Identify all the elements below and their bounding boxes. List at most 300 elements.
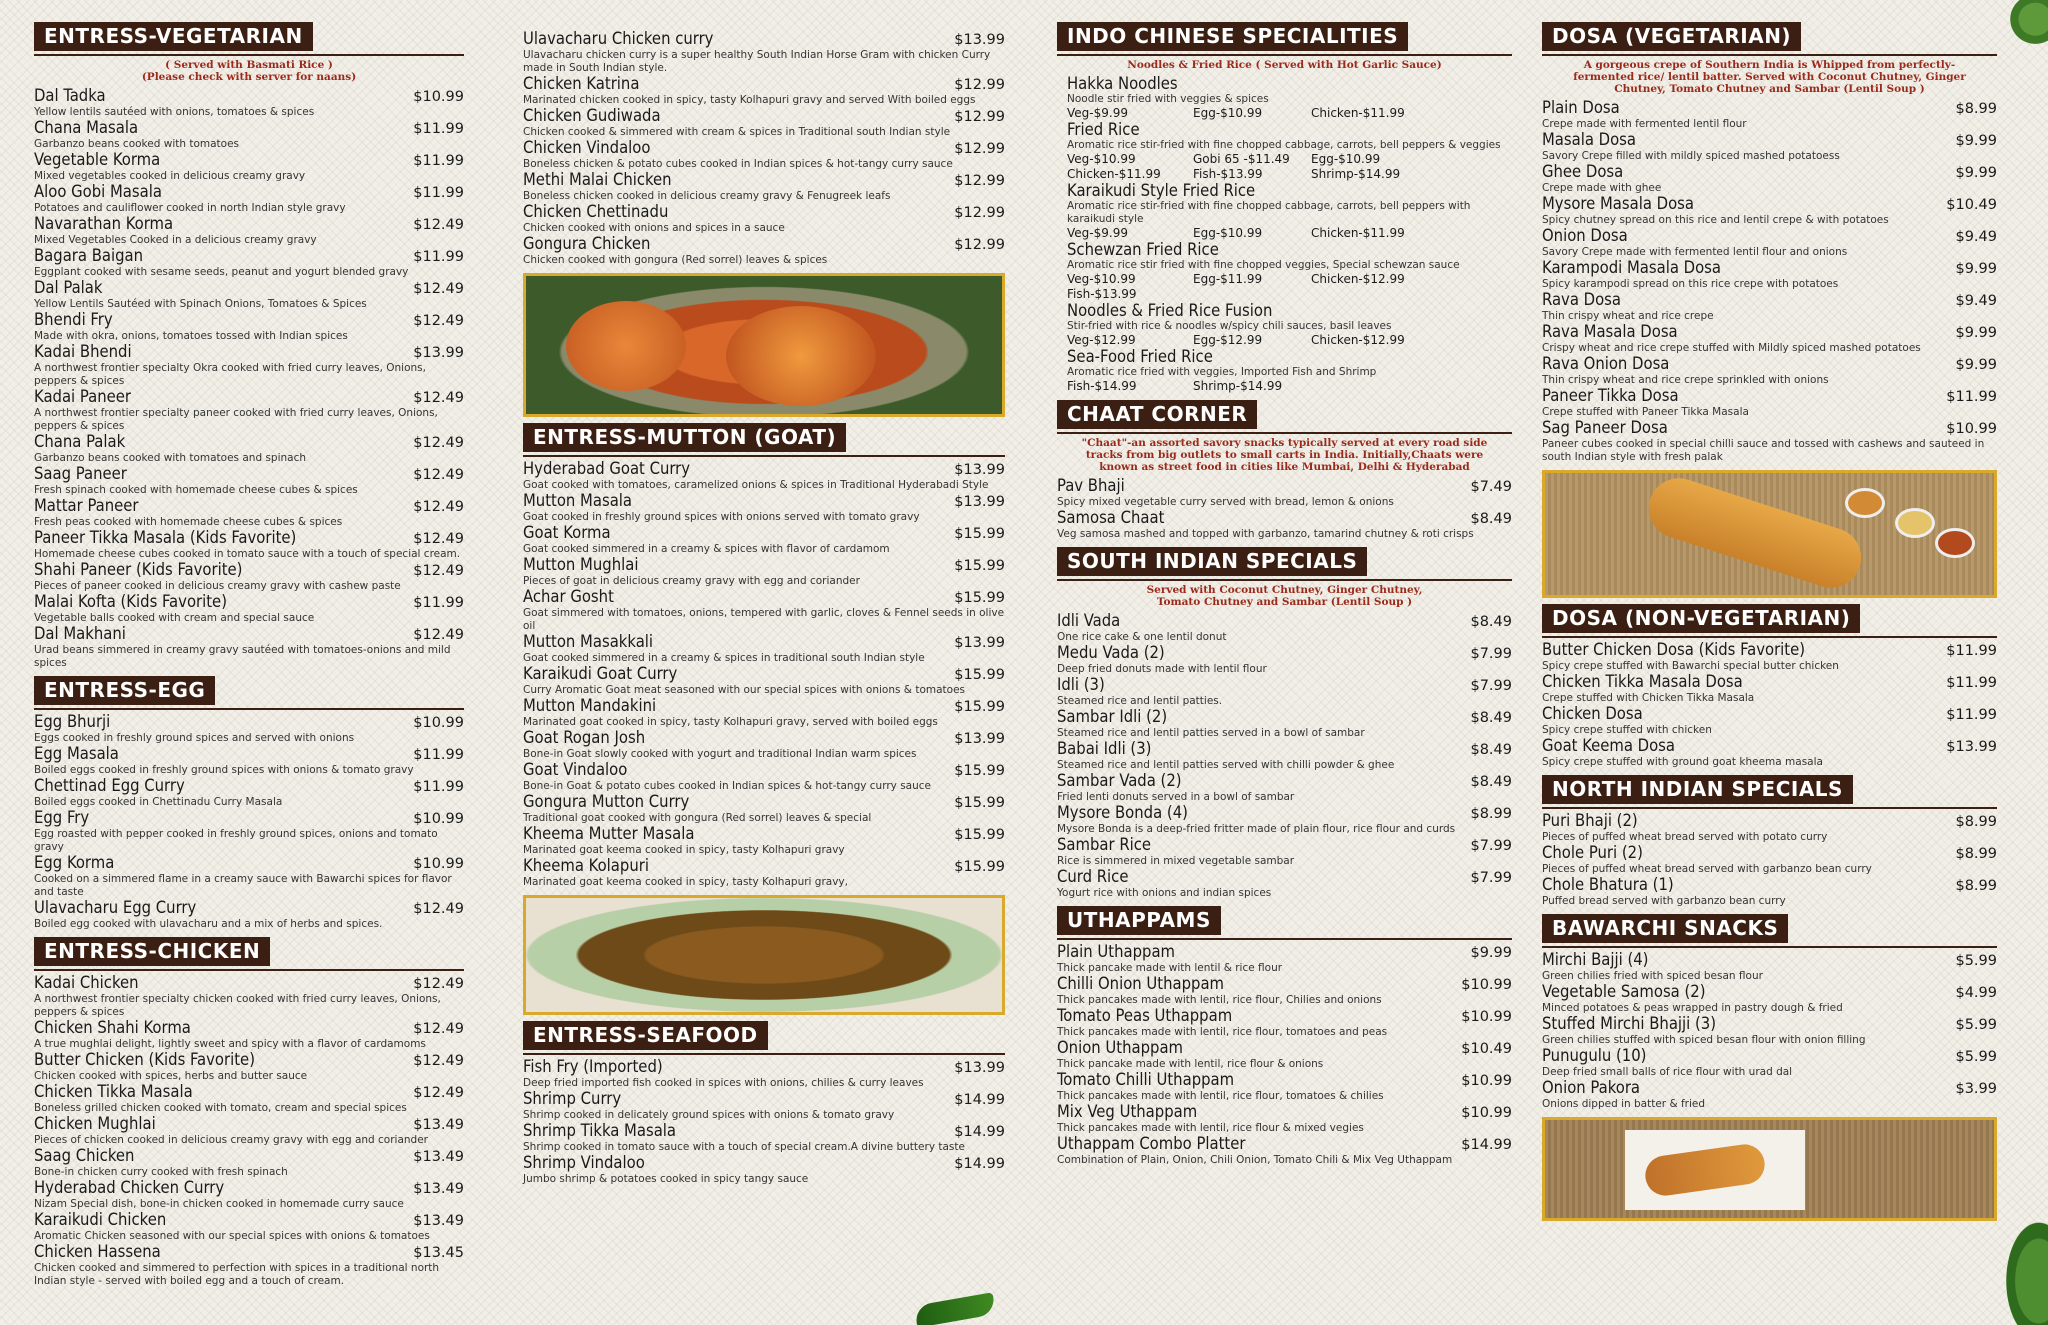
item-price: $7.99 [1470,870,1512,886]
menu-item-ulavacharu-chicken-curry [523,30,1005,75]
menu-item-fried-rice [1067,121,1512,182]
item-name: Vegetable Samosa (2) [1542,982,1706,1001]
item-description: Mixed Vegetables Cooked in a delicious creamy gravy [34,234,317,246]
item-price: $12.99 [954,77,1005,93]
item-price: $12.99 [954,141,1005,157]
item-name: Plain Uthappam [1057,942,1176,961]
menu-item-row [1542,812,1997,831]
menu-item-achar-gosht [523,588,1005,633]
item-price: $11.99 [413,121,464,137]
menu-item-goat-vindaloo [523,761,1005,793]
menu-item-row [34,311,464,330]
item-name: Mutton Mughlai [523,555,639,574]
menu-item-row [523,107,1005,126]
item-name: Babai Idli (3) [1057,739,1152,758]
item-description: Steamed rice and lentil patties served with chilli powder & ghee [1057,759,1395,771]
item-price: $10.99 [413,856,464,872]
item-description: Fresh peas cooked with homemade cheese cubes & spices [34,516,343,528]
item-description: Yogurt rice with onions and indian spices [1057,887,1272,899]
menu-item-row [1057,975,1512,994]
menu-item-row [34,279,464,298]
item-name: Chicken Tikka Masala Dosa [1542,672,1743,691]
section-mutton [523,423,1005,889]
menu-item-dal-makhani [34,625,464,670]
menu-item-row [1542,1047,1997,1066]
item-price: $10.99 [1461,1073,1512,1089]
menu-item-aloo-gobi-masala [34,183,464,215]
item-name: Karaikudi Style Fried Rice [1067,181,1256,200]
menu-item-row [34,1179,464,1198]
section-seafood [523,1021,1005,1186]
item-list [1542,951,1997,1111]
section-title: ENTRESS-MUTTON (GOAT) [523,423,846,452]
item-description: Yellow Lentils Sautéed with Spinach Onions, Tomatoes & Spices [34,298,367,310]
item-name: Plain Dosa [1542,98,1620,117]
item-description: Crepe made with ghee [1542,182,1662,194]
menu-item-row [523,761,1005,780]
menu-item-row [1057,708,1512,727]
section-dosa-veg [1542,22,1997,464]
item-price: $8.99 [1955,878,1997,894]
variant-price: Veg-$12.99 [1067,333,1136,347]
item-name: Sambar Vada (2) [1057,771,1182,790]
variant-price: Chicken-$11.99 [1311,106,1405,120]
item-description: Fried lenti donuts served in a bowl of sambar [1057,791,1295,803]
menu-item-row [34,1019,464,1038]
menu-item-row [1542,737,1997,756]
item-description: Ulavacharu chicken curry is a super healthy South Indian Horse Gram with chicken Curry made in South Indian style. [523,49,991,74]
food-photo-goat [523,895,1005,1015]
item-description: Bone-in Goat slowly cooked with yogurt and traditional Indian warm spices [523,748,917,760]
item-description: Noodle stir fried with veggies & spices [1067,93,1269,105]
variant-price: Veg-$10.99 [1067,272,1136,286]
item-description: Green chilies fried with spiced besan flour [1542,970,1763,982]
menu-item-masala-dosa [1542,131,1997,163]
variant-price: Chicken-$11.99 [1311,226,1405,240]
menu-item-mutton-masala [523,492,1005,524]
menu-item-hyderabad-goat-curry [523,460,1005,492]
item-description: Boiled eggs cooked in Chettinadu Curry Masala [34,796,283,808]
item-description: Steamed rice and lentil patties served in a bowl of sambar [1057,727,1365,739]
item-price: $15.99 [954,667,1005,683]
menu-item-chicken-tikka-masala [34,1083,464,1115]
column-3 [1057,22,1512,1173]
item-price: $9.49 [1955,229,1997,245]
item-name: Medu Vada (2) [1057,643,1165,662]
item-description: Aromatic Chicken seasoned with our special spices with onions & tomatoes [34,1230,430,1242]
item-price: $8.99 [1955,846,1997,862]
variant-price: Egg-$10.99 [1311,152,1381,166]
item-price: $8.49 [1470,710,1512,726]
menu-item-chicken-tikka-masala-dosa [1542,673,1997,705]
section-uthappams [1057,906,1512,1167]
section-rule [34,54,464,56]
menu-item-row [1542,195,1997,214]
item-name: Chana Masala [34,118,139,137]
item-name: Rava Dosa [1542,290,1621,309]
item-description: Savory Crepe made with fermented lentil flour and onions [1542,246,1848,258]
menu-item-chole-puri-2 [1542,844,1997,876]
item-description: Combination of Plain, Onion, Chili Onion, Tomato Chili & Mix Veg Uthappam [1057,1154,1453,1166]
item-description: Stir-fried with rice & noodles w/spicy chili sauces, basil leaves [1067,320,1392,332]
menu-item-row [1542,227,1997,246]
item-price: $12.49 [413,435,464,451]
menu-item-idli-vada [1057,612,1512,644]
food-photo-dosa [1542,470,1997,598]
menu-item-dal-tadka [34,87,464,119]
item-price: $11.99 [413,153,464,169]
item-description: Made with okra, onions, tomatoes tossed with Indian spices [34,330,348,342]
variant-price: Veg-$9.99 [1067,226,1128,240]
item-name: Tomato Peas Uthappam [1057,1006,1233,1025]
section-rule [34,708,464,710]
item-description: Goat cooked simmered in a creamy & spices in traditional south Indian style [523,652,925,664]
leaf-decoration-top-right [2006,0,2048,48]
menu-item-row [523,588,1005,607]
section-rule [1057,579,1512,581]
item-description: Shrimp cooked in delicately ground spices with onions & tomato gravy [523,1109,895,1121]
item-price: $12.49 [413,217,464,233]
item-price: $5.99 [1955,1017,1997,1033]
menu-item-gongura-chicken [523,235,1005,267]
item-price: $11.99 [413,595,464,611]
variant-price-row [1067,152,1512,167]
item-description: Urad beans simmered in creamy gravy sautéed with tomatoes-onions and mild spices [34,644,451,669]
item-name: Dal Makhani [34,624,126,643]
menu-item-row [523,825,1005,844]
variant-price-row [1067,379,1512,394]
menu-item-row [523,1090,1005,1109]
menu-item-row [1057,676,1512,695]
variant-price: Egg-$10.99 [1193,106,1263,120]
menu-item-egg-bhurji [34,713,464,745]
menu-item-row [34,87,464,106]
item-description: Deep fried small balls of rice flour with urad dal [1542,1066,1793,1078]
item-description: Aromatic rice fried with veggies, Imported Fish and Shrimp [1067,366,1377,378]
item-description: Marinated chicken cooked in spicy, tasty Kolhapuri gravy and served With boiled eggs [523,94,976,106]
item-price: $11.99 [413,779,464,795]
menu-item-row [1057,943,1512,962]
item-price: $7.49 [1470,479,1512,495]
menu-item-goat-keema-dosa [1542,737,1997,769]
menu-item-gongura-mutton-curry [523,793,1005,825]
menu-item-egg-fry [34,809,464,854]
menu-item-dal-palak [34,279,464,311]
menu-item-tomato-chilli-uthappam [1057,1071,1512,1103]
variant-price-row [1067,272,1512,287]
item-name: Saag Chicken [34,1146,135,1165]
item-price: $14.99 [1461,1137,1512,1153]
item-name: Karampodi Masala Dosa [1542,258,1721,277]
item-price: $12.49 [413,1085,464,1101]
item-description: Potatoes and cauliflower cooked in north Indian style gravy [34,202,346,214]
menu-item-vegetable-korma [34,151,464,183]
item-name: Chicken Dosa [1542,704,1643,723]
item-name: Chettinad Egg Curry [34,776,185,795]
item-name: Chole Puri (2) [1542,843,1643,862]
item-price: $11.99 [413,249,464,265]
item-description: Yellow lentils sautéed with onions, tomatoes & spices [34,106,315,118]
item-description: Boiled egg cooked with ulavacharu and a mix of herbs and spices. [34,918,383,930]
menu-item-ghee-dosa [1542,163,1997,195]
item-price: $9.99 [1955,261,1997,277]
item-price: $9.49 [1955,293,1997,309]
menu-item-row [34,247,464,266]
item-name: Samosa Chaat [1057,508,1165,527]
menu-item-row [523,1058,1005,1077]
item-name: Ulavacharu Egg Curry [34,898,197,917]
item-price: $8.49 [1470,614,1512,630]
menu-item-paneer-tikka-masala-kids-favorite [34,529,464,561]
item-description: Egg roasted with pepper cooked in freshly ground spices, onions and tomato gravy [34,828,438,853]
item-description: Paneer cubes cooked in special chilli sauce and tossed with cashews and sauteed in south Indian style with fresh palak [1542,438,1985,463]
section-rule [1057,938,1512,940]
item-list [1057,943,1512,1167]
item-description: Bone-in Goat & potato cubes cooked in Indian spices & hot-tangy curry sauce [523,780,932,792]
item-name: Fried Rice [1067,120,1140,139]
item-description: Pieces of goat in delicious creamy gravy with egg and coriander [523,575,860,587]
item-price: $15.99 [954,795,1005,811]
menu-item-plain-uthappam [1057,943,1512,975]
item-price: $12.99 [954,205,1005,221]
variant-price: Veg-$9.99 [1067,106,1128,120]
item-name: Punugulu (10) [1542,1046,1647,1065]
menu-item-uthappam-combo-platter [1057,1135,1512,1167]
item-description: Aromatic rice stir fried with fine chopped veggies, Special schewzan sauce [1067,259,1460,271]
menu-item-chicken-vindaloo [523,139,1005,171]
menu-item-row [1057,1071,1512,1090]
item-name: Curd Rice [1057,867,1129,886]
item-description: A northwest frontier specialty paneer cooked with fried curry leaves, Onions, peppers & spices [34,407,438,432]
menu-item-punugulu-10 [1542,1047,1997,1079]
section-title: DOSA (VEGETARIAN) [1542,22,1801,51]
menu-item-row [34,1147,464,1166]
menu-item-curd-rice [1057,868,1512,900]
menu-item-stuffed-mirchi-bhajji-3 [1542,1015,1997,1047]
item-description: Boneless chicken cooked in delicious creamy gravy & Fenugreek leafs [523,190,891,202]
item-name: Uthappam Combo Platter [1057,1134,1246,1153]
item-name: Onion Uthappam [1057,1038,1184,1057]
item-name: Sambar Idli (2) [1057,707,1168,726]
item-description: Thick pancakes made with lentil, rice flour, tomatoes and peas [1057,1026,1388,1038]
item-price: $10.99 [1461,977,1512,993]
item-price: $11.99 [413,747,464,763]
menu-item-methi-malai-chicken [523,171,1005,203]
menu-item-row [1057,740,1512,759]
menu-item-row [1057,868,1512,887]
item-description: Fresh spinach cooked with homemade cheese cubes & spices [34,484,358,496]
menu-item-chicken-chettinadu [523,203,1005,235]
item-price: $15.99 [954,590,1005,606]
section-title: NORTH INDIAN SPECIALS [1542,775,1853,804]
section-rule [1542,636,1997,638]
menu-item-karaikudi-chicken [34,1211,464,1243]
menu-item-row [523,729,1005,748]
item-description: Crepe stuffed with Paneer Tikka Masala [1542,406,1749,418]
menu-item-row [523,75,1005,94]
menu-item-row [1542,1015,1997,1034]
item-description: Aromatic rice stir-fried with fine chopped cabbage, carrots, bell peppers with karaikudi style [1067,200,1471,225]
item-list [523,30,1005,267]
menu-item-rava-masala-dosa [1542,323,1997,355]
item-price: $13.99 [954,32,1005,48]
item-description: Shrimp cooked in tomato sauce with a touch of special cream.A divine buttery taste [523,1141,965,1153]
item-price: $12.49 [413,901,464,917]
menu-item-row [34,1211,464,1230]
item-name: Chicken Mughlai [34,1114,156,1133]
menu-item-row [523,30,1005,49]
menu-item-row [1542,419,1997,438]
menu-item-chicken-shahi-korma [34,1019,464,1051]
item-price: $14.99 [954,1092,1005,1108]
item-description: Thick pancake made with lentil, rice flour & onions [1057,1058,1324,1070]
menu-item-kheema-mutter-masala [523,825,1005,857]
menu-item-butter-chicken-dosa-kids-favorite [1542,641,1997,673]
item-name: Goat Keema Dosa [1542,736,1676,755]
item-name: Shrimp Vindaloo [523,1153,645,1172]
item-name: Kadai Bhendi [34,342,132,361]
menu-item-row [523,793,1005,812]
item-price: $9.99 [1955,165,1997,181]
item-price: $13.49 [413,1213,464,1229]
variant-price: Fish-$14.99 [1067,379,1137,393]
item-name: Gongura Mutton Curry [523,792,690,811]
menu-item-row [523,857,1005,876]
item-price: $10.99 [413,811,464,827]
section-chicken [34,937,464,1288]
item-name: Kadai Chicken [34,973,139,992]
menu-item-kadai-chicken [34,974,464,1019]
section-egg [34,676,464,931]
menu-item-row [523,492,1005,511]
menu-item-onion-dosa [1542,227,1997,259]
menu-item-row [1057,644,1512,663]
item-price: $7.99 [1470,646,1512,662]
menu-item-row [1542,1079,1997,1098]
menu-item-rava-dosa [1542,291,1997,323]
item-description: Homemade cheese cubes cooked in tomato sauce with a touch of special cream. [34,548,461,560]
menu-item-row [1057,804,1512,823]
menu-item-row [523,235,1005,254]
menu-item-plain-dosa [1542,99,1997,131]
item-name: Kheema Kolapuri [523,856,649,875]
item-name: Rava Onion Dosa [1542,354,1670,373]
item-name: Rava Masala Dosa [1542,322,1678,341]
item-description: Deep fried donuts made with lentil flour [1057,663,1267,675]
menu-item-row [1542,99,1997,118]
item-name: Mirchi Bajji (4) [1542,950,1649,969]
section-rule [523,455,1005,457]
item-price: $9.99 [1955,357,1997,373]
item-description: Veg samosa mashed and topped with garbanzo, tamarind chutney & roti crisps [1057,528,1474,540]
item-name: Egg Korma [34,853,115,872]
variant-price: Chicken-$11.99 [1067,167,1161,181]
item-description: Marinated goat keema cooked in spicy, tasty Kolhapuri gravy, [523,876,848,888]
menu-item-row [34,119,464,138]
item-name: Achar Gosht [523,587,614,606]
section-rule [1542,54,1997,56]
item-name: Puri Bhaji (2) [1542,811,1638,830]
item-price: $11.99 [1946,643,1997,659]
column-2 [523,22,1005,1192]
variant-price-row [1067,287,1512,302]
item-description: Crepe stuffed with Chicken Tikka Masala [1542,692,1755,704]
menu-item-row [34,465,464,484]
item-description: Aromatic rice stir-fried with fine chopped cabbage, carrots, bell peppers & veggies [1067,139,1501,151]
item-list [1542,99,1997,464]
menu-item-chicken-dosa [1542,705,1997,737]
menu-item-mysore-masala-dosa [1542,195,1997,227]
menu-item-row [34,497,464,516]
item-price: $12.49 [413,976,464,992]
item-price: $12.49 [413,627,464,643]
item-name: Idli Vada [1057,611,1121,630]
item-price: $8.49 [1470,774,1512,790]
item-name: Paneer Tikka Dosa [1542,386,1679,405]
menu-item-row [34,151,464,170]
item-price: $4.99 [1955,985,1997,1001]
section-title: CHAAT CORNER [1057,400,1257,429]
item-price: $13.49 [413,1181,464,1197]
menu-item-row [523,697,1005,716]
item-name: Shahi Paneer (Kids Favorite) [34,560,243,579]
section-chaat [1057,400,1512,541]
section-note: A gorgeous crepe of Southern India is Whipped from perfectly- fermented rice/ lentil batter. Served with Coconut Chutney, Ginger Chutney, Tomato Chutney and Sambar (Lentil Soup ) [1573,59,1966,95]
item-name: Sag Paneer Dosa [1542,418,1668,437]
item-price: $5.99 [1955,1049,1997,1065]
item-description: Goat simmered with tomatoes, onions, tempered with garlic, cloves & Fennel seeds in olive oil [523,607,1005,632]
menu-item-hakka-noodles [1067,75,1512,121]
item-name: Chicken Chettinadu [523,202,669,221]
item-name: Vegetable Korma [34,150,161,169]
item-description: A northwest frontier specialty Okra cooked with fried curry leaves, Onions, peppers & spices [34,362,426,387]
menu-item-mysore-bonda-4 [1057,804,1512,836]
menu-item-fish-fry-imported [523,1058,1005,1090]
item-description: Eggs cooked in freshly ground spices and served with onions [34,732,355,744]
menu-item-row [1542,291,1997,310]
item-list [1542,641,1997,769]
item-price: $13.49 [413,1117,464,1133]
item-description: Onions dipped in batter & fried [1542,1098,1706,1110]
section-rule [1057,432,1512,434]
item-name: Hyderabad Goat Curry [523,459,691,478]
item-name: Chicken Hassena [34,1242,161,1261]
item-description: Goat cooked simmered in a creamy & spices with flavor of cardamom [523,543,890,555]
item-name: Sea-Food Fried Rice [1067,347,1213,366]
item-description: Green chilies stuffed with spiced besan flour with onion filling [1542,1034,1866,1046]
item-price: $13.99 [1946,739,1997,755]
menu-item-row [1542,951,1997,970]
section-rule [523,1053,1005,1055]
variant-price-row [1067,333,1512,348]
menu-item-row [1057,477,1512,496]
menu-item-kadai-bhendi [34,343,464,388]
menu-item-row [1542,641,1997,660]
item-name: Egg Bhurji [34,712,111,731]
item-price: $13.45 [413,1245,464,1261]
variant-price: Egg-$12.99 [1193,333,1263,347]
item-price: $14.99 [954,1156,1005,1172]
item-price: $13.99 [954,494,1005,510]
menu-item-idli-3 [1057,676,1512,708]
item-price: $10.99 [1946,421,1997,437]
menu-item-kadai-paneer [34,388,464,433]
menu-item-row [1542,131,1997,150]
item-description: Boneless chicken & potato cubes cooked in Indian spices & hot-tangy curry sauce [523,158,953,170]
section-rule [1542,807,1997,809]
menu-item-noodles-fried-rice-fusion [1067,302,1512,348]
item-description: Thick pancake made with lentil & rice flour [1057,962,1283,974]
